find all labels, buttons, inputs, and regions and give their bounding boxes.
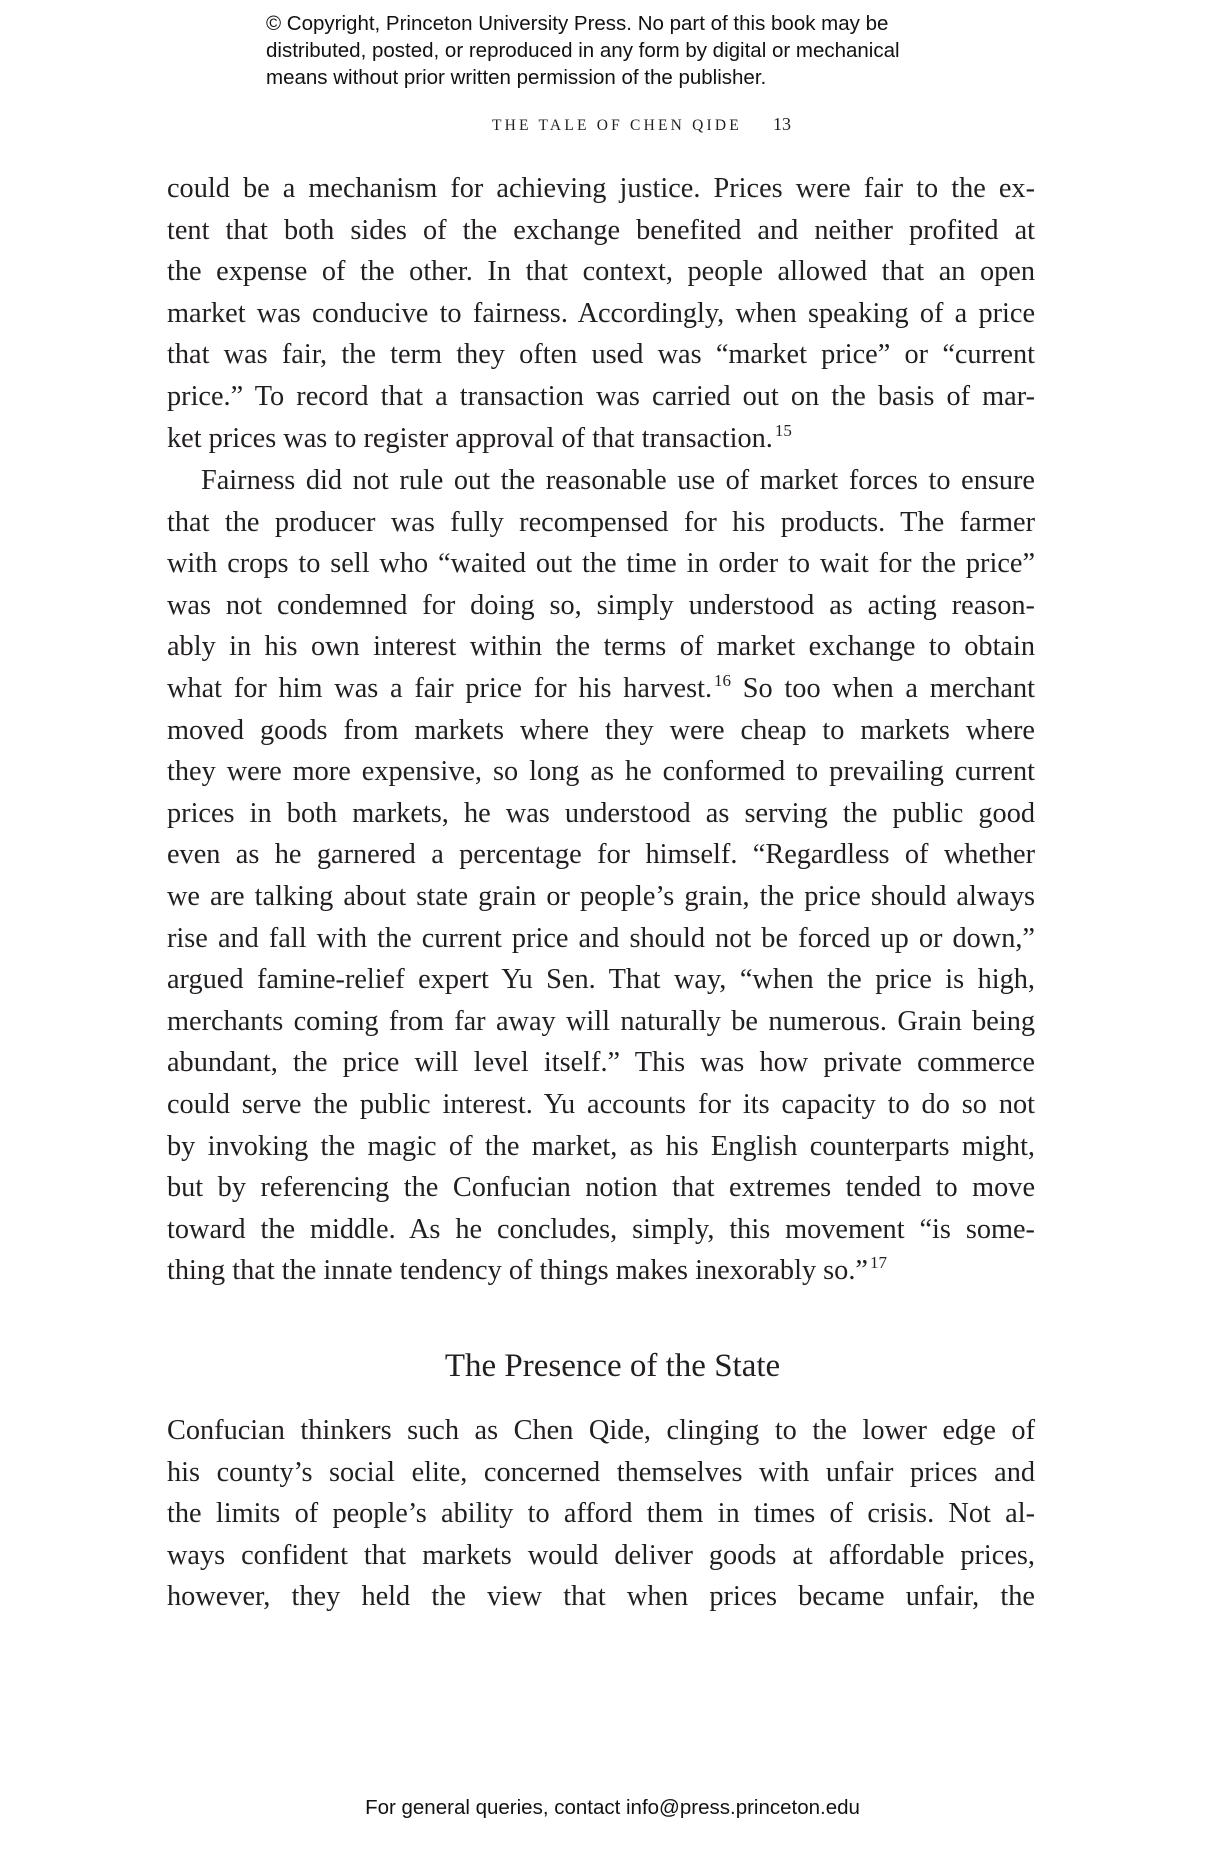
text-line: that was fair, the term they often used was “market price” or “current (167, 339, 1035, 371)
copyright-line: distributed, posted, or reproduced in any form by digital or mechanical (266, 39, 900, 62)
text-line: we are talking about state grain or people’s grain, the price should always (167, 880, 1035, 912)
text-line: the expense of the other. In that context, people allowed that an open (167, 256, 1035, 288)
text-line: price.” To record that a transaction was carried out on the basis of mar- (167, 380, 1035, 412)
text-line: moved goods from markets where they were cheap to markets where (167, 714, 1035, 746)
paragraph (167, 460, 1035, 1292)
footer-contact: For general queries, contact info@press.princeton.edu (365, 1796, 860, 1819)
copyright-line: means without prior written permission of the publisher. (266, 66, 767, 89)
text-line: even as he garnered a percentage for himself. “Regardless of whether (167, 839, 1035, 871)
text-line: toward the middle. As he concludes, simply, this movement “is some- (167, 1213, 1035, 1245)
footnote-marker[interactable]: 15 (774, 420, 792, 440)
text-line: Confucian thinkers such as Chen Qide, clinging to the lower edge of (167, 1415, 1035, 1446)
text-line: they were more expensive, so long as he conformed to prevailing current (167, 756, 1035, 788)
text-line: rise and fall with the current price and should not be forced up or down,” (167, 922, 1035, 954)
text-line: tent that both sides of the exchange benefited and neither profited at (167, 214, 1035, 246)
page-number: 13 (773, 114, 791, 134)
text-line: could be a mechanism for achieving justice. Prices were fair to the ex- (167, 173, 1035, 204)
footnote-marker[interactable]: 16 (714, 670, 732, 690)
text-line: the limits of people’s ability to afford them in times of crisis. Not al- (167, 1498, 1035, 1530)
text-line-content: what for him was a fair price for his harvest. (167, 672, 713, 704)
running-head-title: THE TALE OF CHEN QIDE (491, 117, 742, 134)
text-line: could serve the public interest. Yu accounts for its capacity to do so not (167, 1088, 1035, 1120)
copyright-line: © Copyright, Princeton University Press. No part of this book may be (266, 12, 889, 35)
text-line: ways confident that markets would deliver goods at affordable prices, (167, 1539, 1035, 1571)
text-line: with crops to sell who “waited out the time in order to wait for the price” (167, 548, 1035, 580)
text-line: however, they held the view that when prices became unfair, the (167, 1581, 1035, 1613)
text-line (167, 668, 1035, 710)
text-line: merchants coming from far away will naturally be numerous. Grain being (167, 1005, 1035, 1037)
section-heading: The Presence of the State (444, 1348, 781, 1384)
text-line: by invoking the magic of the market, as his English counterparts might, (167, 1130, 1035, 1162)
text-line-content: thing that the innate tendency of things makes inexorably so.” (167, 1255, 868, 1287)
text-line: his county’s social elite, concerned themselves with unfair prices and (167, 1456, 1035, 1488)
text-line: market was conducive to fairness. Accordingly, when speaking of a price (167, 297, 1035, 329)
text-line (167, 1250, 1035, 1292)
text-line: prices in both markets, he was understood as serving the public good (167, 797, 1035, 829)
text-line: ably in his own interest within the terms of market exchange to obtain (167, 631, 1035, 663)
footnote-marker[interactable]: 17 (869, 1253, 887, 1273)
running-head (0, 114, 1225, 135)
text-line: that the producer was fully recompensed for his products. The farmer (167, 506, 1035, 538)
paragraph (167, 168, 1035, 459)
text-line (167, 418, 1035, 460)
text-line-content: ket prices was to register approval of that transaction. (167, 422, 773, 454)
text-line-content: So too when a merchant (731, 672, 1035, 704)
copyright-notice (266, 10, 1026, 91)
text-line: Fairness did not rule out the reasonable use of market forces to ensure (201, 465, 1035, 496)
text-line: was not condemned for doing so, simply understood as acting reason- (167, 589, 1035, 621)
paragraph (167, 1410, 1035, 1618)
text-line: but by referencing the Confucian notion that extremes tended to move (167, 1172, 1035, 1204)
text-line: argued famine-relief expert Yu Sen. That way, “when the price is high, (167, 964, 1035, 996)
text-line: abundant, the price will level itself.” This was how private commerce (167, 1047, 1035, 1079)
